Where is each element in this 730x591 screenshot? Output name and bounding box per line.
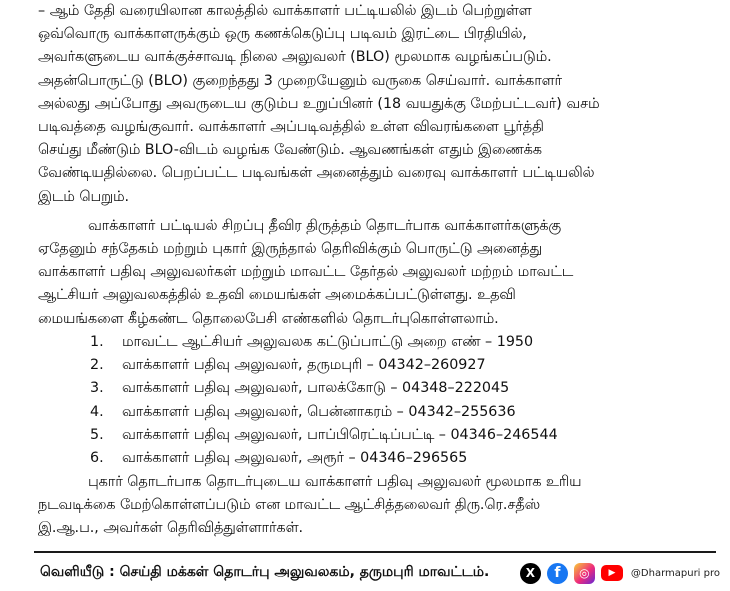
text-line: ஒவ்வொரு வாக்காளருக்கும் ஒரு கணக்கெடுப்பு படிவம் இரட்டை பிரதியில்,	[38, 26, 527, 43]
footer	[40, 558, 720, 588]
contact-item	[38, 377, 714, 400]
text-line: அதன்பொருட்டு (BLO) குறைந்தது 3 முறையேனும் வருகை செய்வார். வாக்காளர்	[38, 72, 563, 89]
text-line: நடவடிக்கை மேற்கொள்ளப்படும் என மாவட்ட ஆட்சித்தலைவர் திரு.ரெ.சதீஸ்	[38, 496, 541, 513]
paragraph-distribution	[38, 0, 714, 209]
text-line: வாக்காளர் பட்டியல் சிறப்பு தீவிர திருத்தம் தொடர்பாக வாக்காளர்களுக்கு	[88, 217, 561, 234]
paragraph-help-centres	[38, 215, 714, 331]
contact-item	[38, 331, 714, 354]
instagram-icon[interactable]: ◎	[574, 563, 595, 584]
text-line: மையங்களை கீழ்கண்ட தொலைபேசி எண்களில் தொடர்புகொள்ளலாம்.	[38, 310, 499, 327]
contact-text: வாக்காளர் பதிவு அலுவலர், தருமபுரி – 04342–260927	[122, 357, 486, 374]
issuer-text: வெளியீடு : செய்தி மக்கள் தொடர்பு அலுவலகம், தருமபுரி மாவட்டம்.	[40, 564, 490, 580]
contact-number: 3.	[90, 380, 104, 397]
contact-number: 4.	[90, 403, 104, 420]
text-line: ஏதேனும் சந்தேகம் மற்றும் புகார் இருந்தால் தெரிவிக்கும் பொருட்டு அனைத்து	[38, 241, 542, 258]
contact-item	[38, 354, 714, 377]
text-line: வாக்காளர் பதிவு அலுவலர்கள் மற்றும் மாவட்ட தேர்தல் அலுவலர் மற்றம் மாவட்ட	[38, 264, 574, 281]
text-line: புகார் தொடர்பாக தொடர்புடைய வாக்காளர் பதிவு அலுவலர் மூலமாக உரிய	[88, 473, 582, 490]
press-release-body	[38, 0, 714, 540]
contact-text: மாவட்ட ஆட்சியர் அலுவலக கட்டுப்பாட்டு அறை எண் – 1950	[122, 333, 534, 350]
contact-number: 1.	[90, 333, 104, 350]
text-line: செய்து மீண்டும் BLO-விடம் வழங்க வேண்டும். ஆவணங்கள் எதும் இணைக்க	[38, 142, 542, 159]
youtube-icon[interactable]: ▶	[601, 565, 623, 581]
text-line: ஆட்சியர் அலுவலகத்தில் உதவி மையங்கள் அமைக்கப்பட்டுள்ளது. உதவி	[38, 287, 516, 304]
text-line: – ஆம் தேதி வரையிலான காலத்தில் வாக்காளர் பட்டியலில் இடம் பெற்றுள்ள	[38, 3, 532, 19]
text-line: இ.ஆ.ப., அவர்கள் தெரிவித்துள்ளார்கள்.	[38, 520, 304, 537]
contact-number: 6.	[90, 450, 104, 467]
footer-divider	[34, 551, 716, 553]
social-links	[520, 563, 720, 584]
x-icon[interactable]: X	[520, 563, 541, 584]
paragraph-closing	[38, 471, 714, 541]
contact-item	[38, 424, 714, 447]
text-line: இடம் பெறும்.	[38, 188, 130, 205]
text-line: வேண்டியதில்லை. பெறப்பட்ட படிவங்கள் அனைத்தும் வரைவு வாக்காளர் பட்டியலில்	[38, 165, 595, 182]
contact-item	[38, 401, 714, 424]
contact-number: 2.	[90, 357, 104, 374]
facebook-icon[interactable]: f	[547, 563, 568, 584]
contact-text: வாக்காளர் பதிவு அலுவலர், பாப்பிரெட்டிப்பட்டி – 04346–246544	[122, 427, 558, 444]
text-line: படிவத்தை வழங்குவார். வாக்காளர் அப்படிவத்தில் உள்ள விவரங்களை பூர்த்தி	[38, 119, 544, 136]
social-handle[interactable]: @Dharmapuri pro	[630, 567, 720, 579]
contact-text: வாக்காளர் பதிவு அலுவலர், பாலக்கோடு – 04348–222045	[122, 380, 510, 397]
contact-list	[38, 331, 714, 471]
text-line: அல்லது அப்போது அவருடைய குடும்ப உறுப்பினர் (18 வயதுக்கு மேற்பட்டவர்) வசம்	[38, 95, 600, 112]
contact-text: வாக்காளர் பதிவு அலுவலர், அரூர் – 04346–296565	[122, 450, 468, 467]
text-line: அவர்களுடைய வாக்குச்சாவடி நிலை அலுவலர் (BLO) மூலமாக வழங்கப்படும்.	[38, 49, 552, 66]
contact-number: 5.	[90, 427, 104, 444]
contact-text: வாக்காளர் பதிவு அலுவலர், பென்னாகரம் – 04342–255636	[122, 403, 516, 420]
contact-item	[38, 447, 714, 470]
